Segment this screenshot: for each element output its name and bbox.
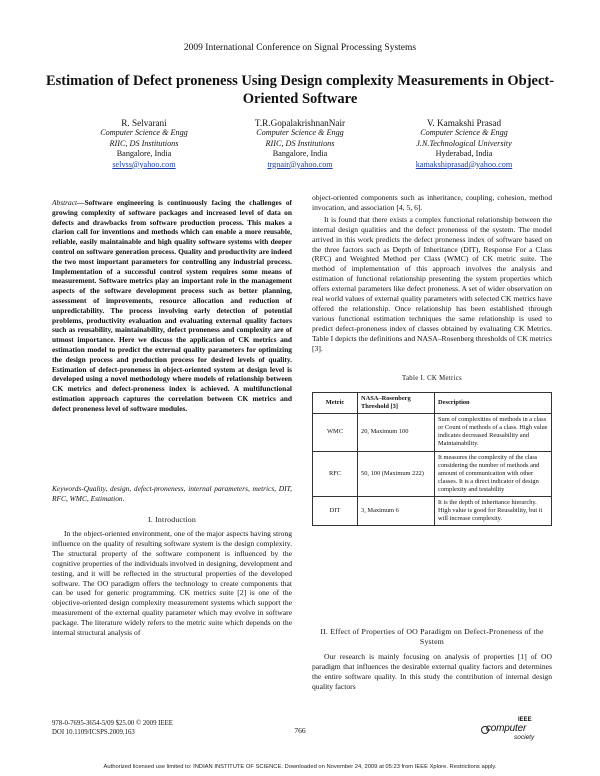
logo-computer-text: computer: [486, 723, 527, 734]
metric-cell: RFC: [313, 451, 358, 496]
author-name: V. Kamakshi Prasad: [426, 118, 502, 128]
logo-society-text: society: [514, 734, 535, 741]
threshold-cell: 3, Maximum 6: [358, 497, 435, 526]
section-2: [312, 627, 552, 692]
license-notice: Authorized licensed use limited to: INDIAN INSTITUTE OF SCIENCE. Downloaded on November 24, 2009 at 05:23 from IEEE Xplore. Restrictions apply.: [103, 764, 497, 770]
logo-ieee-text: IEEE: [518, 717, 532, 723]
author-city: Bangalore, India: [272, 149, 328, 159]
right-column: [312, 193, 552, 354]
right-para-2: It is found that there exists a complex functional relationship between the internal design qualities and the defect proneness of the system. The model arrived in this work predicts the defect proneness index of software based on the three factors such as Depth of Inheritance (DIT), Response For a Class (RFC) and Weighted Method per Class (WMC) of CK metric suite. The method of implementation of this approach involves the analysis and estimation of functional relationship presenting the system properties which offers external parameters like defect proneness. A set of wider observation on real world values of external quality parameters with selected CK metrics have offered the relationship. Once relationship has been established through various functional estimation techniques the same relationship is used to predict defect-proneness index of classes obtained by evaluating CK Metrics. Table I depicts the definitions and NASA–Rosenberg thresholds of CK metrics [3].: [312, 214, 552, 353]
author-email[interactable]: trgnair@yahoo.com: [267, 159, 333, 169]
metric-cell: DIT: [313, 497, 358, 526]
author-dept: Computer Science & Engg: [256, 128, 344, 138]
abstract-text: —Software engineering is continuously facing the challenges of growing complexity of software packages and increased level of data on defects and drawbacks from software production process. This makes a clarion call for inventions and methods which can enable a more reusable, reliable, easily maintainable and high quality software systems with deeper control on software generation process. Quality and productivity are indeed the two most important parameters for controlling any industrial process. Implementation of a successful control system requires some means of measurement. Software metrics play an important role in the management aspects of the software development process such as better planning, assessment of improvements, resource allocation and reduction of unpredictability. The process involving early detection of potential problems, productivity evaluation and evaluating external quality factors such as reusability, maintainability, defect proneness and complexity are of utmost importance. Here we discuss the application of CK metrics and estimation model to predict the external quality parameters for optimizing the design process and production process for desired levels of quality. Estimation of defect-proneness in object-oriented system at design level is developed using a novel methodology where models of relationship between CK metrics and defect-proneness index is achieved. A multifunctional estimation approach captures the correlation between CK metrics and defect proneness level of software modules.: [52, 198, 292, 413]
paper-title: Estimation of Defect proneness Using Design complexity Measurements in Object-Oriented Software: [45, 73, 555, 107]
metric-cell: WMC: [313, 414, 358, 451]
author-institution: RIIC, DS Institutions: [109, 138, 179, 148]
table-caption: Table I. CK Metrics: [402, 375, 462, 382]
section-2-text: Our research is mainly focusing on analysis of properties [1] of OO paradigm that influences the desirable external quality factors and determines the entire software quality. In this study the contribution of internal design quality factors: [312, 652, 552, 691]
author-email[interactable]: selvss@yahoo.com: [112, 159, 176, 169]
author-block-2: [220, 118, 380, 170]
author-name: R. Selvarani: [121, 118, 167, 128]
author-block-3: [384, 118, 544, 170]
section-heading: I. Introduction: [147, 515, 197, 524]
introduction-section: [52, 515, 292, 638]
table-header-cell: Description: [435, 393, 552, 414]
author-institution: J.N.Technological University: [416, 138, 512, 148]
table-row: [313, 497, 552, 526]
threshold-cell: 20, Maximum 100: [358, 414, 435, 451]
description-cell: Sum of complexities of methods in a class or Count of methods of a class. High value indicates decreased Reusability and Maintainability.: [435, 414, 552, 451]
author-name: T.R.GopalakrishnanNair: [254, 118, 346, 128]
author-block-1: [64, 118, 224, 170]
author-dept: Computer Science & Engg: [100, 128, 188, 138]
logo-swirl-icon: [480, 725, 490, 735]
table-row: [313, 414, 552, 451]
conference-header: 2009 International Conference on Signal Processing Systems: [183, 43, 417, 53]
description-cell: It is the depth of inheritance hierarchy. High value is good for Reusability, but it will increase complexity.: [435, 497, 552, 526]
threshold-cell: 50, 100 (Maximum 222): [358, 451, 435, 496]
introduction-text: In the object-oriented environment, one of the major aspects having strong influence on the quality of resulting software system is the design complexity. The structural property of the software component is influenced by the cognitive properties of the individuals involved in designing, development and testing, and it will be reflected in the structural properties of the developed software. The OO paradigm offers the technology to create components that can be used for generic programming. CK metrics suite [2] is one of the objective-oriented design complexity measurement systems which support the measurement of the external quality parameter which may evolve in software package. The literature widely refers to the metric suite which depends on the internal structural analysis of: [52, 529, 292, 638]
isbn: 978-0-7695-3654-5/09 $25.00 © 2009 IEEE: [52, 720, 173, 727]
abstract-label: Abstract: [52, 198, 78, 207]
table-header-cell: NASA–Rosenberg Threshold [3]: [358, 393, 435, 414]
description-cell: It measures the complexity of the class considering the number of methods and amount of communication with other classes. It is a direct indicator of design complexity and testability: [435, 451, 552, 496]
abstract: [52, 198, 292, 414]
author-email[interactable]: kamakshiprasad@yahoo.com: [415, 159, 513, 169]
author-city: Bangalore, India: [116, 149, 172, 159]
author-institution: RIIC, DS Institutions: [265, 138, 335, 148]
table-header-cell: Metric: [313, 393, 358, 414]
page-number: 766: [294, 726, 306, 735]
keywords: Keywords-Quality, design, defect-proneness, internal parameters, metrics, DIT, RFC, WMC, Estimation.: [52, 484, 292, 503]
ck-metrics-table: [312, 392, 552, 526]
table-row: [313, 451, 552, 496]
doi: DOI 10.1109/ICSPS.2009.163: [52, 728, 135, 736]
section-heading: II. Effect of Properties of OO Paradigm on Defect-Proneness of the System: [320, 627, 544, 646]
ieee-computer-society-logo: [480, 717, 550, 743]
table-header-row: [313, 393, 552, 414]
right-para-1: object-oriented components such as inheritance, coupling, cohesion, method invocation, and association [4, 5, 6].: [312, 193, 552, 212]
author-dept: Computer Science & Engg: [420, 128, 508, 138]
author-city: Hyderabad, India: [435, 149, 493, 159]
